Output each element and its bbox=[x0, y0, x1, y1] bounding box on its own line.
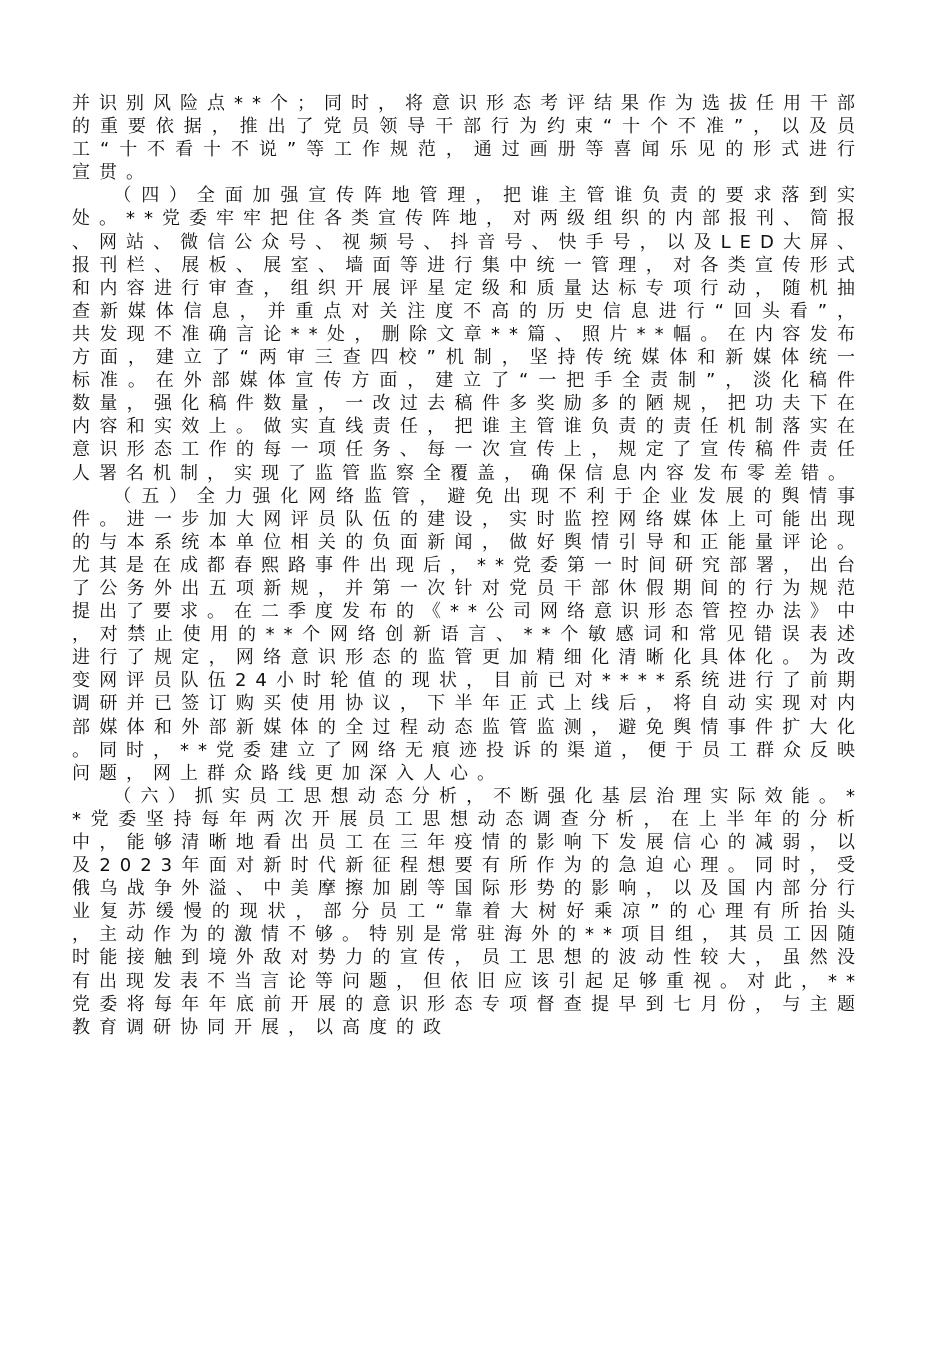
paragraph-section-5: （五）全力强化网络监管，避免出现不利于企业发展的舆情事件。进一步加大网评员队伍的建设，实时监控网络媒体上可能出现的与本系统本单位相关的负面新闻，做好舆情引导和正能量评论。尤其是在成都春熙路事件出现后，**党委第一时间研究部署，出台了公务外出五项新规，并第一次针对党员干部休假期间的行为规范提出了要求。在二季度发布的《**公司网络意识形态管控办法》中，对禁止使用的**个网络创新语言、**个敏感词和常见错误表述进行了规定，网络意识形态的监管更加精细化清晰化具体化。为改变网评员队伍24小时轮值的现状，目前已对****系统进行了前期调研并已签订购买使用协议，下半年正式上线后，将自动实现对内部媒体和外部新媒体的全过程动态监管监测，避免舆情事件扩大化。同时，**党委建立了网络无痕迹投诉的渠道，便于员工群众反映问题，网上群众路线更加深入人心。 bbox=[72, 485, 864, 784]
paragraph-section-4: （四）全面加强宣传阵地管理，把谁主管谁负责的要求落到实处。**党委牢牢把住各类宣传阵地，对两级组织的内部报刊、简报、网站、微信公众号、视频号、抖音号、快手号，以及LED大屏、报刊栏、展板、展室、墙面等进行集中统一管理，对各类宣传形式和内容进行审查，组织开展评星定级和质量达标专项行动，随机抽查新媒体信息，并重点对关注度不高的历史信息进行“回头看”，共发现不准确言论**处，删除文章**篇、照片**幅。在内容发布方面，建立了“两审三查四校”机制，坚持传统媒体和新媒体统一标准。在外部媒体宣传方面，建立了“一把手全责制”，淡化稿件数量，强化稿件数量，一改过去稿件多奖励多的陋规，把功夫下在内容和实效上。做实直线责任，把谁主管谁负责的责任机制落实在意识形态工作的每一项任务、每一次宣传上，规定了宣传稿件责任人署名机制，实现了监管监察全覆盖，确保信息内容发布零差错。 bbox=[72, 185, 864, 484]
paragraph-section-6: （六）抓实员工思想动态分析，不断强化基层治理实际效能。**党委坚持每年两次开展员工思想动态调查分析，在上半年的分析中，能够清晰地看出员工在三年疫情的影响下发展信心的减弱，以及2023年面对新时代新征程想要有所作为的急迫心理。同时，受俄乌战争外溢、中美摩擦加剧等国际形势的影响，以及国内部分行业复苏缓慢的现状，部分员工“靠着大树好乘凉”的心理有所抬头，主动作为的激情不够。特别是常驻海外的**项目组，其员工因随时能接触到境外敌对势力的宣传，员工思想的波动性较大，虽然没有出现发表不当言论等问题，但依旧应该引起足够重视。对此，**党委将每年年底前开展的意识形态专项督查提早到七月份，与主题教育调研协同开展，以高度的政 bbox=[72, 785, 864, 1038]
paragraph-continuation: 并识别风险点**个；同时，将意识形态考评结果作为选拔任用干部的重要依据，推出了党员领导干部行为约束“十个不准”，以及员工“十不看十不说”等工作规范，通过画册等喜闻乐见的形式进行宣贯。 bbox=[72, 93, 864, 184]
document-body bbox=[72, 92, 864, 1039]
